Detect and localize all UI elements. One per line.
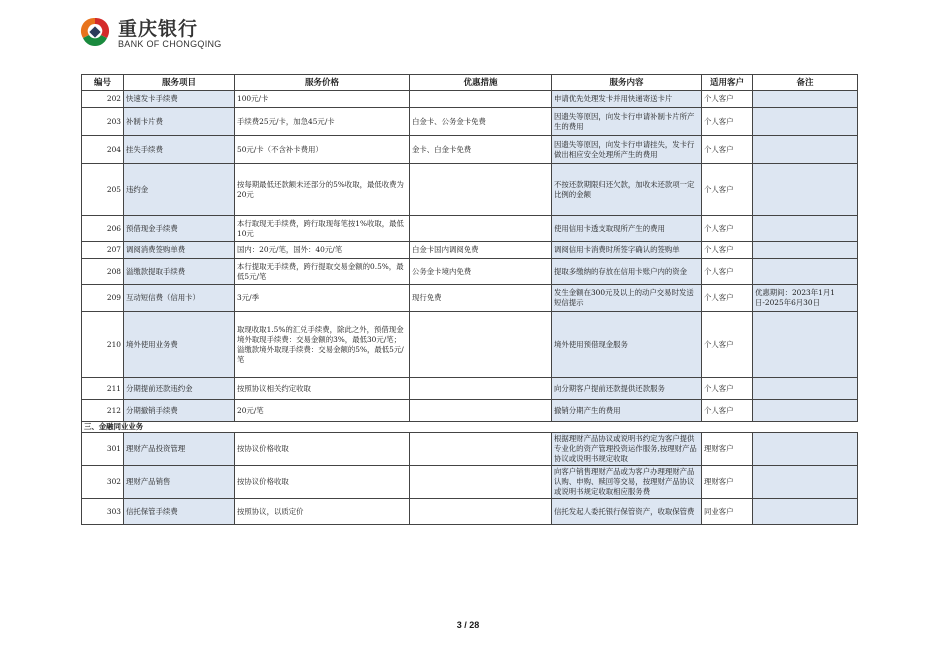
cell-item: 分期提前还款违约金 — [124, 378, 235, 400]
table-row — [82, 312, 858, 378]
fee-table — [81, 74, 858, 525]
cell-note — [753, 400, 858, 422]
cell-note — [753, 216, 858, 242]
cell-note — [753, 242, 858, 259]
cell-item: 预借现金手续费 — [124, 216, 235, 242]
cell-client: 个人客户 — [702, 242, 753, 259]
cell-content: 发生金额在300元及以上的动户交易时发送短信提示 — [552, 285, 702, 312]
bank-logo — [80, 14, 240, 54]
cell-discount — [410, 433, 552, 466]
table-row — [82, 216, 858, 242]
cell-num: 203 — [82, 108, 124, 136]
cell-client: 个人客户 — [702, 164, 753, 216]
cell-client: 个人客户 — [702, 400, 753, 422]
header-cell: 优惠措施 — [410, 75, 552, 91]
cell-discount — [410, 312, 552, 378]
table-row — [82, 285, 858, 312]
cell-note — [753, 433, 858, 466]
cell-content: 因遗失等原因，向发卡行申请补制卡片所产生的费用 — [552, 108, 702, 136]
cell-client: 个人客户 — [702, 378, 753, 400]
cell-discount — [410, 378, 552, 400]
cell-discount — [410, 466, 552, 499]
cell-item: 理财产品销售 — [124, 466, 235, 499]
cell-note — [753, 136, 858, 164]
cell-note — [753, 108, 858, 136]
cell-num: 210 — [82, 312, 124, 378]
cell-discount: 公务金卡境内免费 — [410, 259, 552, 285]
cell-client: 个人客户 — [702, 108, 753, 136]
section-row — [82, 422, 858, 433]
cell-discount: 白金卡国内调阅免费 — [410, 242, 552, 259]
table-row — [82, 136, 858, 164]
cell-item: 快速发卡手续费 — [124, 91, 235, 108]
cell-note — [753, 312, 858, 378]
cell-price: 20元/笔 — [235, 400, 410, 422]
cell-item: 分期撤销手续费 — [124, 400, 235, 422]
cell-discount — [410, 400, 552, 422]
cell-price: 50元/卡（不含补卡费用） — [235, 136, 410, 164]
table-header-row — [82, 75, 858, 91]
header-cell: 适用客户 — [702, 75, 753, 91]
cell-price: 按协议价格收取 — [235, 466, 410, 499]
cell-num: 301 — [82, 433, 124, 466]
cell-content: 因遗失等原因，向发卡行申请挂失，发卡行做出相应安全处理所产生的费用 — [552, 136, 702, 164]
cell-num: 206 — [82, 216, 124, 242]
cell-client: 个人客户 — [702, 91, 753, 108]
page-number: 3 / 28 — [456, 620, 480, 630]
cell-content: 境外使用预借现金服务 — [552, 312, 702, 378]
cell-num: 302 — [82, 466, 124, 499]
table-body — [82, 91, 858, 525]
cell-item: 补制卡片费 — [124, 108, 235, 136]
cell-price: 按每期最低还款额未还部分的5%收取，最低收费为20元 — [235, 164, 410, 216]
header-cell: 服务价格 — [235, 75, 410, 91]
header-cell: 服务项目 — [124, 75, 235, 91]
cell-content: 不按还款期限归还欠款，加收未还款项一定比例的金额 — [552, 164, 702, 216]
table-row — [82, 108, 858, 136]
table-row — [82, 164, 858, 216]
cell-item: 境外使用业务费 — [124, 312, 235, 378]
cell-client: 个人客户 — [702, 136, 753, 164]
cell-content: 信托发起人委托银行保管资产，收取保管费 — [552, 499, 702, 525]
header-cell: 备注 — [753, 75, 858, 91]
bank-emblem-icon — [80, 16, 110, 50]
cell-note: 优惠期间：2023年1月1日-2025年6月30日 — [753, 285, 858, 312]
cell-discount — [410, 91, 552, 108]
cell-client: 同业客户 — [702, 499, 753, 525]
cell-price: 国内：20元/笔，国外：40元/笔 — [235, 242, 410, 259]
table-row — [82, 466, 858, 499]
table-row — [82, 433, 858, 466]
cell-note — [753, 378, 858, 400]
cell-discount — [410, 499, 552, 525]
cell-content: 使用信用卡透支取现所产生的费用 — [552, 216, 702, 242]
cell-price: 按协议价格收取 — [235, 433, 410, 466]
cell-item: 调阅消费签购单费 — [124, 242, 235, 259]
cell-price: 本行取现无手续费，跨行取现每笔按1%收取，最低10元 — [235, 216, 410, 242]
table-row — [82, 259, 858, 285]
cell-num: 212 — [82, 400, 124, 422]
cell-discount: 白金卡、公务金卡免费 — [410, 108, 552, 136]
cell-item: 违约金 — [124, 164, 235, 216]
cell-price: 100元/卡 — [235, 91, 410, 108]
cell-content: 向客户销售理财产品或为客户办理理财产品认购、申购、赎回等交易，按理财产品协议或说明书规定收取相应服务费 — [552, 466, 702, 499]
cell-content: 申请优先处理发卡并用快递寄送卡片 — [552, 91, 702, 108]
table-row — [82, 400, 858, 422]
cell-item: 信托保管手续费 — [124, 499, 235, 525]
table-row — [82, 378, 858, 400]
cell-price: 手续费25元/卡，加急45元/卡 — [235, 108, 410, 136]
cell-num: 207 — [82, 242, 124, 259]
cell-price: 本行提取无手续费，跨行提取交易金额的0.5%，最低5元/笔 — [235, 259, 410, 285]
cell-client: 理财客户 — [702, 433, 753, 466]
cell-note — [753, 164, 858, 216]
cell-note — [753, 499, 858, 525]
cell-item: 溢缴款提取手续费 — [124, 259, 235, 285]
cell-num: 204 — [82, 136, 124, 164]
cell-content: 向分期客户提前还款提供还款服务 — [552, 378, 702, 400]
cell-num: 211 — [82, 378, 124, 400]
cell-content: 撤销分期产生的费用 — [552, 400, 702, 422]
cell-num: 208 — [82, 259, 124, 285]
header-cell: 编号 — [82, 75, 124, 91]
cell-note — [753, 466, 858, 499]
cell-discount: 金卡、白金卡免费 — [410, 136, 552, 164]
table-row — [82, 91, 858, 108]
cell-client: 个人客户 — [702, 312, 753, 378]
cell-discount: 现行免费 — [410, 285, 552, 312]
cell-num: 205 — [82, 164, 124, 216]
cell-price: 按照协议，以质定价 — [235, 499, 410, 525]
bank-name-cn: 重庆银行 — [118, 18, 199, 40]
bank-name-en: BANK OF CHONGQING — [118, 39, 222, 49]
header-cell: 服务内容 — [552, 75, 702, 91]
cell-content: 调阅信用卡消费时所签字确认的签购单 — [552, 242, 702, 259]
cell-content: 提取多缴纳的存放在信用卡账户内的资金 — [552, 259, 702, 285]
cell-item: 理财产品投资管理 — [124, 433, 235, 466]
cell-num: 209 — [82, 285, 124, 312]
cell-content: 根据理财产品协议或说明书约定为客户提供专业化的资产管理投资运作服务,按理财产品协议或说明书规定收取 — [552, 433, 702, 466]
cell-price: 3元/季 — [235, 285, 410, 312]
cell-price: 按照协议相关约定收取 — [235, 378, 410, 400]
cell-client: 理财客户 — [702, 466, 753, 499]
cell-price: 取现收取1.5%的汇兑手续费，除此之外，预借现金境外取现手续费：交易金额的3%，最低30元/笔；溢缴款境外取现手续费：交易金额的5%，最低5元/笔 — [235, 312, 410, 378]
cell-client: 个人客户 — [702, 259, 753, 285]
cell-note — [753, 259, 858, 285]
cell-client: 个人客户 — [702, 285, 753, 312]
cell-discount — [410, 164, 552, 216]
cell-item: 挂失手续费 — [124, 136, 235, 164]
table-row — [82, 499, 858, 525]
cell-num: 303 — [82, 499, 124, 525]
cell-discount — [410, 216, 552, 242]
cell-item: 互动短信费（信用卡） — [124, 285, 235, 312]
cell-note — [753, 91, 858, 108]
section-title: 三、金融同业业务 — [82, 422, 858, 433]
cell-client: 个人客户 — [702, 216, 753, 242]
cell-num: 202 — [82, 91, 124, 108]
table-row — [82, 242, 858, 259]
